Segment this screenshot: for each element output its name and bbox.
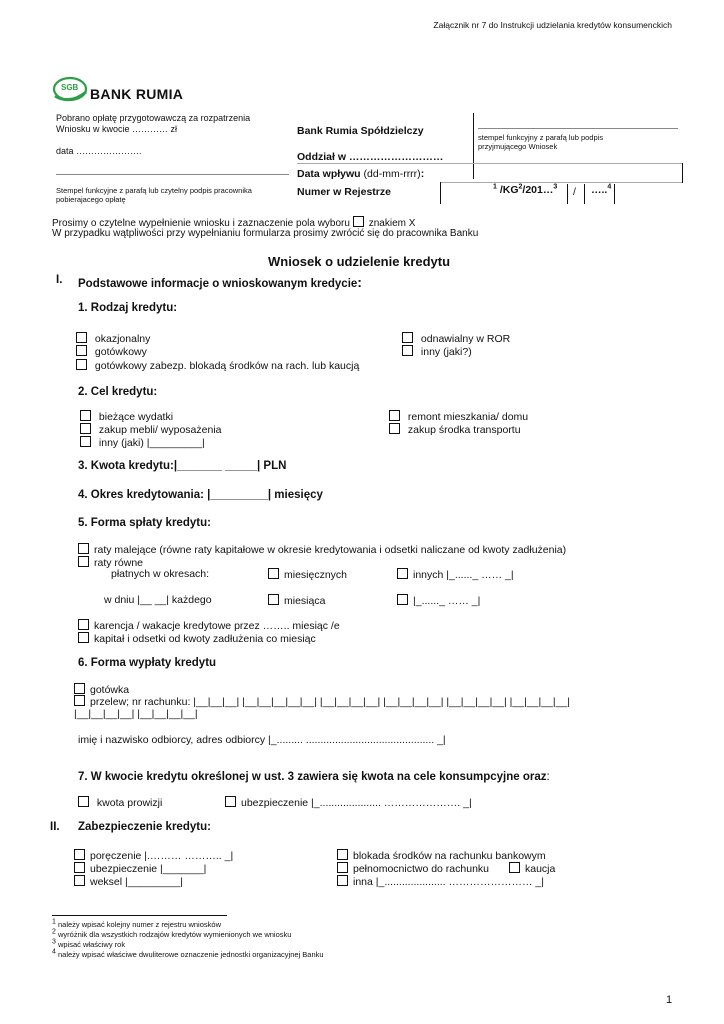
q7-title-text: 7. W kwocie kredytu określonej w ust. 3 zawiera się kwota na cele konsumpcyjne oraz bbox=[78, 771, 547, 783]
receiver-stamp-line1: stempel funkcyjny z parafą lub podpis bbox=[478, 133, 604, 142]
q5-option-other-day[interactable] bbox=[397, 594, 480, 607]
sgb-mark: SGB bbox=[61, 83, 79, 92]
receipt-date-label: Data wpływu bbox=[297, 168, 361, 180]
s2-option-guarantee[interactable] bbox=[74, 849, 233, 862]
footnote-ref-2: 2 bbox=[518, 183, 523, 191]
q5-title: 5. Forma spłaty kredytu: bbox=[78, 517, 211, 529]
receipt-date-format: (dd-mm-rrrr) bbox=[363, 168, 421, 180]
q5-option-label: |_......_ …… _| bbox=[413, 595, 481, 607]
footnote-1 bbox=[52, 920, 324, 930]
q2-title: 2. Cel kredytu: bbox=[78, 386, 158, 398]
section1-title bbox=[78, 274, 362, 290]
checkbox-icon[interactable] bbox=[76, 345, 87, 356]
q5-option-decreasing[interactable] bbox=[78, 543, 566, 556]
checkbox-icon[interactable] bbox=[80, 410, 91, 421]
footnote-ref-3: 3 bbox=[553, 183, 558, 191]
s2-option-label: blokada środków na rachunku bankowym bbox=[353, 850, 546, 862]
checkbox-icon[interactable] bbox=[397, 568, 408, 579]
footnotes bbox=[52, 920, 324, 960]
annex-note: Załącznik nr 7 do Instrukcji udzielania kredytów konsumenckich bbox=[433, 20, 672, 30]
s2-option-other[interactable] bbox=[337, 875, 544, 888]
checkbox-icon[interactable] bbox=[74, 862, 85, 873]
s2-option-bill[interactable] bbox=[74, 875, 183, 888]
q7-option-label: kwota prowizji bbox=[96, 797, 163, 809]
stamp-box-line bbox=[478, 128, 678, 129]
section2-number: II. bbox=[50, 821, 60, 833]
checkbox-icon[interactable] bbox=[337, 849, 348, 860]
footnote-text: należy wpisać kolejny numer z rejestru wniosków bbox=[58, 920, 221, 929]
checkbox-icon[interactable] bbox=[74, 683, 85, 694]
q7-option-label: ubezpieczenie |_..................... …………………. _| bbox=[241, 797, 472, 809]
s2-option-label: ubezpieczenie |_______| bbox=[90, 863, 207, 875]
checkbox-icon[interactable] bbox=[225, 796, 236, 807]
checkbox-icon[interactable] bbox=[397, 594, 408, 605]
q5-option-other-period[interactable] bbox=[397, 568, 514, 581]
register-branch-field[interactable] bbox=[591, 184, 611, 196]
fee-stamp-line1: Stempel funkcyjne z parafą lub czytelny podpis pracownika bbox=[56, 186, 252, 195]
s2-option-label: pełnomocnictwo do rachunku bbox=[353, 863, 489, 875]
q6-recipient-field[interactable]: imię i nazwisko odbiorcy, adres odbiorcy |_......... ............................................ _| bbox=[78, 734, 446, 746]
q6-option-label: gotówka bbox=[90, 684, 130, 696]
q5-periods-label: płatnych w okresach: bbox=[111, 568, 210, 580]
example-checkbox-icon bbox=[353, 216, 364, 227]
checkbox-icon[interactable] bbox=[80, 436, 91, 447]
register-kg: /KG bbox=[496, 184, 519, 196]
checkbox-icon[interactable] bbox=[74, 695, 85, 706]
footnote-text: należy wpisać właściwe dwuliterowe oznaczenie jednostki organizacyjnej Banku bbox=[58, 950, 324, 959]
register-box-left bbox=[440, 182, 441, 204]
s2-option-block[interactable] bbox=[337, 849, 546, 862]
fee-date: data …………………. bbox=[56, 146, 142, 156]
checkbox-icon[interactable] bbox=[402, 332, 413, 343]
checkbox-icon[interactable] bbox=[402, 345, 413, 356]
s2-option-deposit[interactable] bbox=[509, 862, 555, 875]
register-sep1 bbox=[567, 184, 568, 204]
q5-option-label: miesiąca bbox=[284, 595, 326, 607]
fee-stamp-line bbox=[56, 174, 289, 175]
footnote-num: 2 bbox=[52, 928, 56, 936]
footnote-num: 3 bbox=[52, 938, 56, 946]
footnote-text: wpisać właściwy rok bbox=[58, 940, 126, 949]
form-title: Wniosek o udzielenie kredytu bbox=[268, 254, 451, 269]
section1-number: I. bbox=[56, 274, 63, 286]
q1-option-label: okazjonalny bbox=[94, 333, 151, 345]
footnote-num: 4 bbox=[52, 948, 56, 956]
q5-day-field[interactable]: w dniu |__ __| każdego bbox=[104, 594, 212, 606]
q1-option-label: gotówkowy zabezp. blokadą środków na rach. lub kaucją bbox=[94, 360, 360, 372]
checkbox-icon[interactable] bbox=[389, 423, 400, 434]
branch-label: Oddział w ……………………… bbox=[297, 151, 444, 163]
stamp-box-bottom bbox=[297, 163, 682, 164]
account-number-field[interactable]: przelew; nr rachunku: |__|__|__| |__|__|__|__|__| |__|__|__|__| |__|__|__|__| |__|__|__|__| |__|__|__|__| bbox=[90, 696, 571, 708]
q2-option-renovation[interactable] bbox=[389, 410, 528, 423]
q2-option-other[interactable] bbox=[80, 436, 205, 449]
q7-colon: : bbox=[546, 771, 550, 783]
checkbox-icon[interactable] bbox=[78, 543, 89, 554]
q1-option-cash[interactable] bbox=[76, 345, 147, 358]
q2-option-furniture[interactable] bbox=[80, 423, 222, 436]
register-year: /201… bbox=[522, 184, 554, 196]
register-slash: / bbox=[573, 186, 576, 198]
q1-option-other[interactable] bbox=[402, 345, 472, 358]
s2-option-power[interactable] bbox=[337, 862, 489, 875]
q7-option-commission[interactable] bbox=[78, 796, 162, 809]
q1-option-cash-secured[interactable] bbox=[76, 359, 359, 372]
q2-option-current[interactable] bbox=[80, 410, 173, 423]
q1-option-occasional[interactable] bbox=[76, 332, 150, 345]
q5-option-month[interactable] bbox=[268, 594, 325, 607]
q1-option-label: odnawialny w ROR bbox=[420, 333, 511, 345]
instruction-mark: znakiem X bbox=[368, 218, 416, 229]
checkbox-icon[interactable] bbox=[78, 556, 89, 567]
q1-option-label: inny (jaki?) bbox=[420, 346, 472, 358]
date-box-right-border bbox=[682, 163, 683, 183]
s2-option-insurance[interactable] bbox=[74, 862, 206, 875]
checkbox-icon[interactable] bbox=[78, 796, 89, 807]
account-number-field-cont[interactable]: |__|__|__|__| |__|__|__|__| bbox=[74, 708, 198, 720]
checkbox-icon[interactable] bbox=[78, 632, 89, 643]
instruction-text: Prosimy o czytelne wypełnienie wniosku i zaznaczenie pola wyboru bbox=[52, 218, 350, 229]
q2-option-label: inny (jaki) |_________| bbox=[98, 437, 205, 449]
bank-name: BANK RUMIA bbox=[90, 86, 184, 102]
q5-option-label: raty równe bbox=[94, 557, 144, 569]
fee-line2: Wniosku w kwocie ………… zł bbox=[56, 124, 178, 134]
register-dots: ….. bbox=[591, 184, 608, 196]
footnote-3 bbox=[52, 940, 324, 950]
footnote-ref-4: 4 bbox=[607, 183, 612, 191]
q6-title: 6. Forma wypłaty kredytu bbox=[78, 657, 217, 669]
q2-option-label: zakup mebli/ wyposażenia bbox=[98, 424, 222, 436]
footnote-separator bbox=[52, 915, 227, 916]
receipt-date-colon: : bbox=[420, 168, 425, 180]
checkbox-icon[interactable] bbox=[76, 332, 87, 343]
s2-option-label: poręczenie |.……… ……….. _| bbox=[90, 850, 234, 862]
register-sep3 bbox=[614, 184, 615, 204]
q6-option-transfer[interactable] bbox=[74, 695, 570, 708]
footnote-text: wyróżnik dla wszystkich rodzajów kredytów wymienionych we wniosku bbox=[58, 930, 292, 939]
receipt-date bbox=[297, 168, 424, 180]
checkbox-icon[interactable] bbox=[80, 423, 91, 434]
s2-option-label: inna |_..................... …………………… _| bbox=[353, 876, 544, 888]
section2-title: Zabezpieczenie kredytu: bbox=[78, 821, 211, 833]
checkbox-icon[interactable] bbox=[337, 875, 348, 886]
instruction-line2: W przypadku wątpliwości przy wypełnianiu formularza prosimy zwrócić się do pracownika Banku bbox=[52, 228, 479, 239]
q5-option-label: innych |_......_ …… _| bbox=[413, 569, 514, 581]
register-label: Numer w Rejestrze bbox=[297, 186, 391, 198]
fee-stamp-line2: pobierajacego opłatę bbox=[56, 195, 126, 204]
q2-option-label: bieżące wydatki bbox=[98, 411, 174, 423]
q1-title: 1. Rodzaj kredytu: bbox=[78, 302, 178, 314]
checkbox-icon[interactable] bbox=[389, 410, 400, 421]
checkbox-icon[interactable] bbox=[78, 619, 89, 630]
checkbox-icon[interactable] bbox=[74, 849, 85, 860]
q7-option-insurance[interactable] bbox=[225, 796, 472, 809]
q1-option-ror[interactable] bbox=[402, 332, 510, 345]
checkbox-icon[interactable] bbox=[74, 875, 85, 886]
register-sep2 bbox=[584, 184, 585, 204]
footnote-num: 1 bbox=[52, 918, 56, 926]
q5-option-label: kapitał i odsetki od kwoty zadłużenia co miesiąc bbox=[94, 633, 316, 645]
q5-option-capital[interactable] bbox=[78, 632, 316, 645]
q3-amount-field[interactable]: 3. Kwota kredytu:|_______ _____| PLN bbox=[78, 460, 287, 472]
receiver-stamp-line2: przyjmującego Wniosek bbox=[478, 142, 558, 151]
date-box-bottom bbox=[440, 182, 682, 183]
q5-option-label: miesięcznych bbox=[284, 569, 348, 581]
q2-option-label: zakup środka transportu bbox=[407, 424, 521, 436]
bank-logo bbox=[52, 74, 192, 106]
q5-option-label: raty malejące (równe raty kapitałowe w okresie kredytowania i odsetki naliczane od kwoty zadłużenia) bbox=[94, 544, 567, 556]
s2-option-label: weksel |_________| bbox=[90, 876, 184, 888]
stamp-box-left-border bbox=[473, 113, 474, 179]
q2-option-label: remont mieszkania/ domu bbox=[407, 411, 529, 423]
page-number: 1 bbox=[666, 994, 673, 1006]
checkbox-icon[interactable] bbox=[268, 568, 279, 579]
q5-option-grace[interactable] bbox=[78, 619, 340, 632]
q4-period-field[interactable]: 4. Okres kredytowania: |_________| miesięcy bbox=[78, 489, 323, 501]
s2-option-label: kaucja bbox=[525, 863, 556, 875]
q5-option-label: karencja / wakacje kredytowe przez …….. miesiąc /e bbox=[94, 620, 340, 632]
checkbox-icon[interactable] bbox=[509, 862, 520, 873]
q1-option-label: gotówkowy bbox=[94, 346, 147, 358]
checkbox-icon[interactable] bbox=[268, 594, 279, 605]
footnote-4 bbox=[52, 950, 324, 960]
footnote-2 bbox=[52, 930, 324, 940]
checkbox-icon[interactable] bbox=[337, 862, 348, 873]
section1-colon: : bbox=[357, 274, 362, 290]
q7-title bbox=[78, 771, 550, 783]
register-number-field[interactable] bbox=[493, 184, 557, 196]
checkbox-icon[interactable] bbox=[76, 359, 87, 370]
q2-option-vehicle[interactable] bbox=[389, 423, 521, 436]
q5-option-monthly[interactable] bbox=[268, 568, 347, 581]
bank-label: Bank Rumia Spółdzielczy bbox=[297, 125, 424, 137]
footnote-ref-1: 1 bbox=[493, 183, 497, 191]
section1-title-text: Podstawowe informacje o wnioskowanym kredycie bbox=[78, 278, 358, 290]
fee-line1: Pobrano opłatę przygotowawczą za rozpatrzenia bbox=[56, 113, 251, 123]
